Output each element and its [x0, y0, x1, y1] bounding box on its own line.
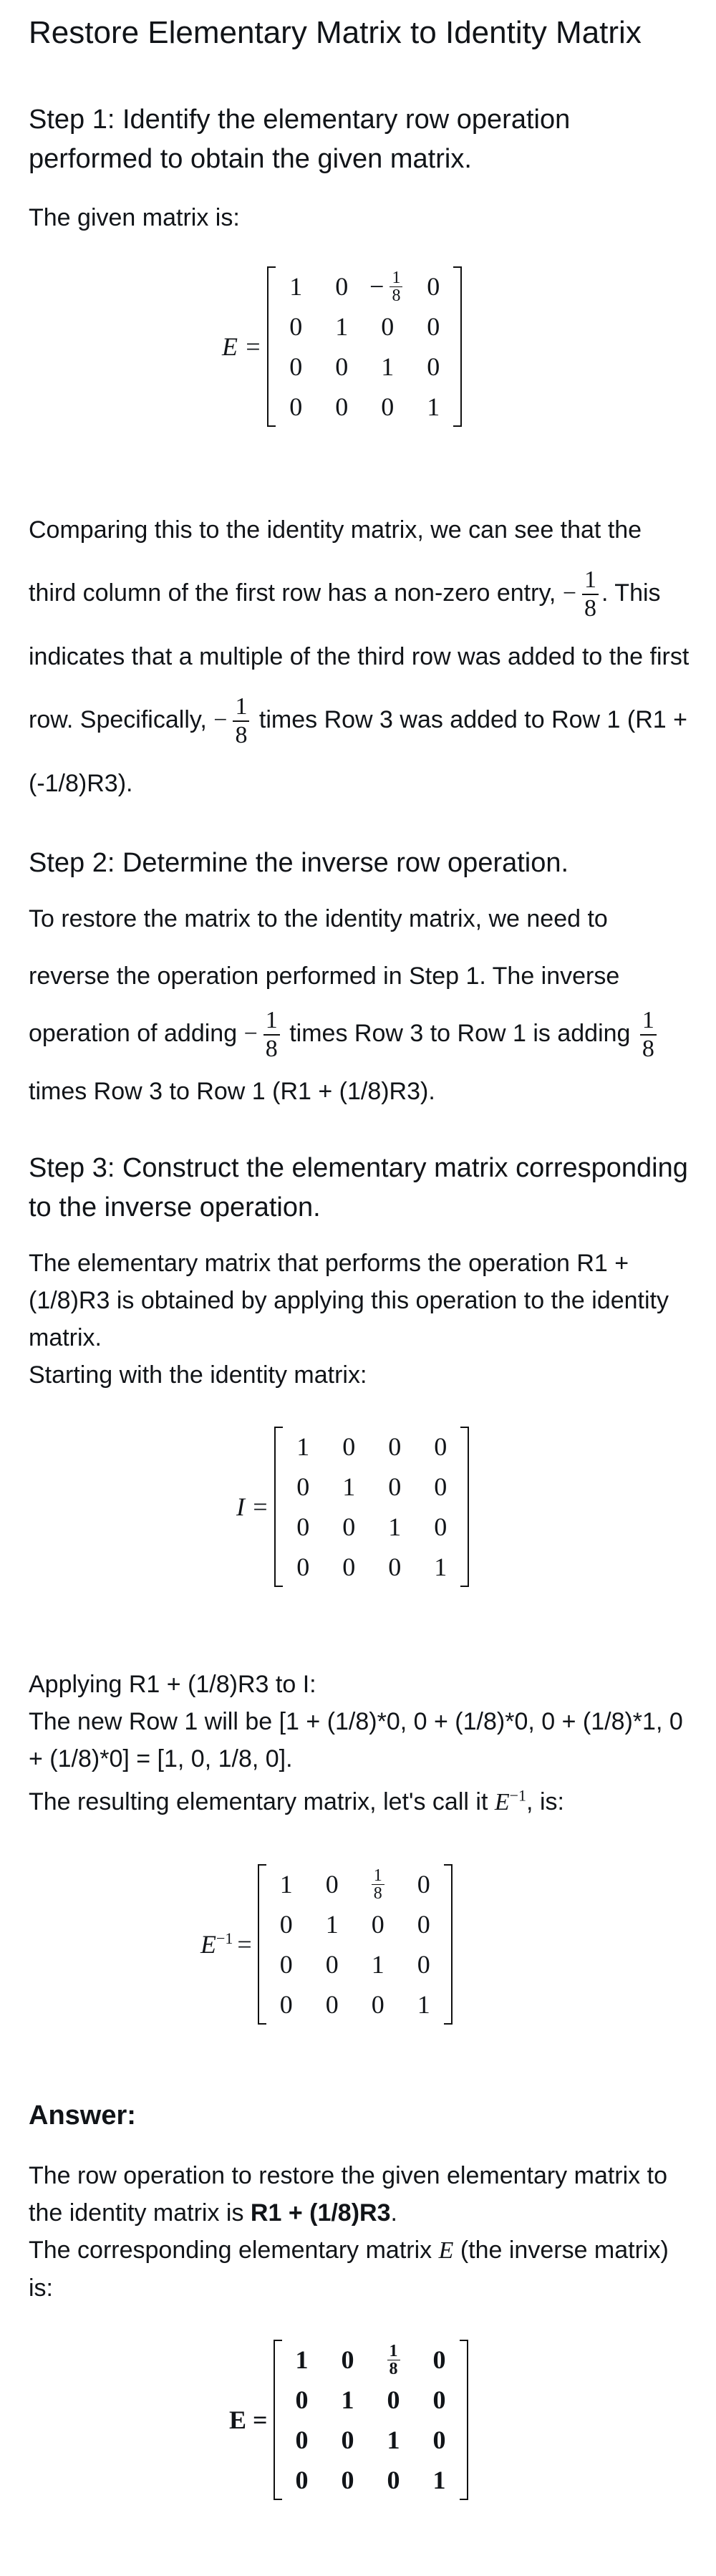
matrix-cell: 0 — [417, 1870, 430, 1899]
matrix-cell: 0 — [342, 1432, 356, 1462]
step1-intro: The given matrix is: — [29, 204, 240, 231]
matrix-cell: 1 — [335, 312, 349, 341]
matrix-cell: 0 — [296, 1472, 310, 1502]
step2-explanation — [29, 890, 695, 1120]
minus-sign: − — [213, 707, 228, 733]
matrix-cell: 0 — [279, 1950, 293, 1979]
numerator: 1 — [390, 269, 402, 287]
text: . This indicates that a multiple of the third row was added to the first row. Specifically, — [29, 579, 690, 733]
matrix-cell: 0 — [427, 312, 440, 341]
denominator: 8 — [392, 286, 401, 305]
matrix-cell: 1 — [434, 1553, 448, 1582]
matrix-cell: 1 — [341, 2386, 354, 2415]
page-title: Restore Elementary Matrix to Identity Matrix — [29, 15, 642, 50]
text: , is: — [526, 1788, 564, 1816]
denominator: 8 — [642, 1036, 654, 1063]
matrix-e — [222, 266, 462, 427]
matrix-cell: 0 — [387, 2466, 400, 2495]
matrix-cell — [384, 2343, 403, 2378]
step3-p3: Applying R1 + (1/8)R3 to I: — [29, 1671, 316, 1699]
matrix-cell: 0 — [342, 1553, 356, 1582]
math-symbol: E — [438, 2237, 454, 2264]
answer-heading: Answer: — [29, 2100, 136, 2131]
matrix-label: E = — [222, 332, 262, 361]
matrix-cell: 1 — [289, 272, 303, 301]
matrix-cell: 0 — [279, 1910, 293, 1939]
fraction — [233, 693, 249, 749]
minus-sign: − — [243, 1021, 258, 1047]
text: The corresponding elementary matrix — [29, 2237, 432, 2264]
minus-sign: − — [562, 580, 577, 607]
step3-p4: The new Row 1 will be [1 + (1/8)*0, 0 + (1/8)*0, 0 + (1/8)*1, 0 + (1/8)*0] = [1, 0, 1/8, 0]. — [29, 1708, 683, 1773]
matrix-cell: 0 — [289, 312, 303, 341]
fraction — [263, 1007, 280, 1063]
matrix-cell: 0 — [371, 1910, 384, 1939]
matrix-cell: 0 — [388, 1553, 402, 1582]
numerator: 1 — [372, 1867, 384, 1885]
fraction — [372, 1867, 384, 1902]
superscript: −1 — [216, 1929, 233, 1948]
matrix-cell: 0 — [325, 1990, 339, 2020]
matrix-cell: 0 — [279, 1990, 293, 2020]
denominator: 8 — [235, 722, 248, 749]
text: The row operation to restore the given elementary matrix to the identity matrix is — [29, 2162, 667, 2227]
matrix-label: I = — [236, 1492, 269, 1522]
text: . — [390, 2199, 397, 2227]
matrix-cell: 1 — [296, 1432, 310, 1462]
text: Comparing this to the identity matrix, we can see that the third column of the first row has a non-zero entry, — [29, 516, 642, 607]
matrix-cell: 0 — [388, 1432, 402, 1462]
matrix-identity — [236, 1427, 469, 1587]
step2-heading: Step 2: Determine the inverse row operation. — [29, 848, 569, 878]
matrix-body — [267, 266, 462, 427]
matrix-cell: 0 — [325, 1950, 339, 1979]
matrix-cell: 0 — [434, 1513, 448, 1542]
math-symbol: E — [494, 1789, 510, 1816]
matrix-cell: 0 — [432, 2426, 446, 2455]
matrix-cell: 0 — [432, 2386, 446, 2415]
fraction — [387, 2343, 400, 2378]
superscript: −1 — [509, 1786, 527, 1805]
matrix-cell: 0 — [341, 2466, 354, 2495]
answer-operation: R1 + (1/8)R3 — [250, 2199, 391, 2227]
matrix-cell: 0 — [296, 1553, 310, 1582]
matrix-cell: 0 — [295, 2466, 309, 2495]
matrix-cell — [369, 1867, 387, 1902]
step3-p5 — [29, 1783, 695, 1821]
matrix-cell: 1 — [342, 1472, 356, 1502]
matrix-cell: 0 — [341, 2345, 354, 2375]
text: The resulting elementary matrix, let's call it — [29, 1788, 488, 1816]
matrix-cell: 0 — [335, 352, 349, 381]
matrix-cell: 0 — [371, 1990, 384, 2020]
step1-explanation — [29, 498, 695, 815]
matrix-cell: 0 — [325, 1870, 339, 1899]
numerator: 1 — [263, 1007, 280, 1036]
matrix-symbol: E — [200, 1930, 216, 1959]
matrix-cell: 0 — [432, 2345, 446, 2375]
matrix-label — [200, 1929, 252, 1959]
numerator: 1 — [233, 693, 249, 722]
matrix-body — [274, 1427, 469, 1587]
matrix-cell: 1 — [387, 2426, 400, 2455]
answer-p1 — [29, 2157, 695, 2232]
step3-heading: Step 3: Construct the elementary matrix corresponding to the inverse operation. — [29, 1153, 688, 1223]
matrix-cell: 1 — [417, 1990, 430, 2020]
text: (the inverse matrix) is: — [29, 2237, 669, 2302]
denominator: 8 — [584, 595, 597, 622]
matrix-cell: 0 — [335, 392, 349, 421]
numerator: 1 — [640, 1007, 657, 1036]
equals-sign: = — [237, 1930, 252, 1959]
matrix-cell: 1 — [427, 392, 440, 421]
matrix-cell: 0 — [295, 2426, 309, 2455]
minus-sign: − — [369, 272, 384, 301]
numerator: 1 — [387, 2343, 400, 2360]
matrix-cell — [369, 269, 405, 304]
matrix-cell: 0 — [289, 392, 303, 421]
matrix-cell: 1 — [371, 1950, 384, 1979]
matrix-cell: 0 — [295, 2386, 309, 2415]
matrix-cell: 0 — [417, 1910, 430, 1939]
fraction — [640, 1007, 657, 1063]
step3-p1: The elementary matrix that performs the operation R1 + (1/8)R3 is obtained by applying this operation to the identity matrix. — [29, 1250, 669, 1352]
matrix-cell: 0 — [387, 2386, 400, 2415]
answer-matrix — [229, 2340, 468, 2500]
denominator: 8 — [265, 1036, 278, 1063]
fraction — [390, 269, 402, 304]
matrix-cell: 0 — [381, 392, 395, 421]
answer-p2 — [29, 2232, 695, 2307]
fraction — [582, 566, 599, 622]
matrix-cell: 1 — [432, 2466, 446, 2495]
matrix-cell: 1 — [381, 352, 395, 381]
denominator: 8 — [373, 1883, 382, 1903]
numerator: 1 — [582, 566, 599, 595]
matrix-cell: 0 — [417, 1950, 430, 1979]
matrix-cell: 0 — [341, 2426, 354, 2455]
matrix-label: E = — [229, 2406, 268, 2435]
matrix-cell: 0 — [427, 352, 440, 381]
matrix-cell: 0 — [381, 312, 395, 341]
matrix-cell: 0 — [388, 1472, 402, 1502]
text: To restore the matrix to the identity matrix, we need to reverse the operation performed in Step 1. The inverse operation of adding — [29, 905, 620, 1047]
matrix-cell: 0 — [335, 272, 349, 301]
text: times Row 3 was added to Row 1 (R1 + (-1/8)R3). — [29, 706, 687, 797]
text: times Row 3 to Row 1 (R1 + (1/8)R3). — [29, 1078, 435, 1106]
text: times Row 3 to Row 1 is adding — [289, 1020, 631, 1047]
matrix-cell: 0 — [289, 352, 303, 381]
step1-heading: Step 1: Identify the elementary row operation performed to obtain the given matrix. — [29, 105, 571, 174]
matrix-cell: 0 — [427, 272, 440, 301]
matrix-cell: 1 — [388, 1513, 402, 1542]
matrix-cell: 0 — [434, 1472, 448, 1502]
matrix-body — [274, 2340, 468, 2500]
matrix-cell: 0 — [296, 1513, 310, 1542]
matrix-cell: 1 — [279, 1870, 293, 1899]
matrix-body — [258, 1864, 453, 2025]
step3-p2: Starting with the identity matrix: — [29, 1361, 367, 1389]
matrix-cell: 0 — [342, 1513, 356, 1542]
matrix-e-inverse — [200, 1864, 453, 2025]
denominator: 8 — [389, 2359, 398, 2378]
matrix-cell: 1 — [295, 2345, 309, 2375]
matrix-cell: 0 — [434, 1432, 448, 1462]
matrix-cell: 1 — [325, 1910, 339, 1939]
